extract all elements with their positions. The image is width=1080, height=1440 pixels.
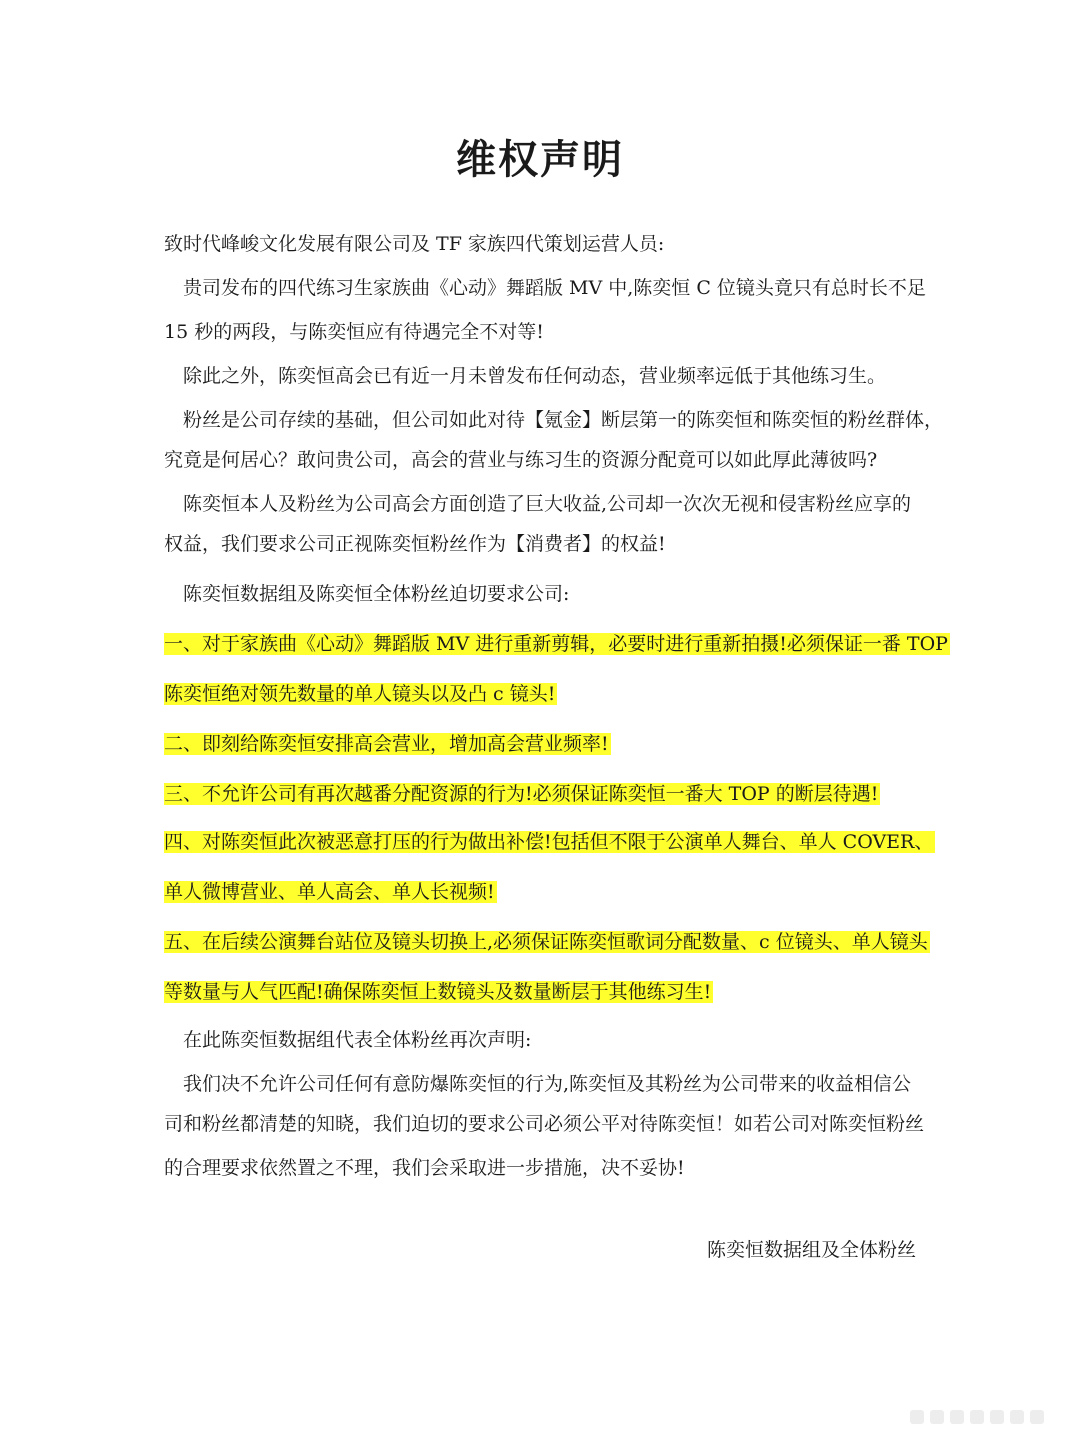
demand-highlight: 一、对于家族曲《心动》舞蹈版 MV 进行重新剪辑，必要时进行重新拍摄!必须保证一番 TOP: [164, 633, 948, 655]
demand-highlight: 五、在后续公演舞台站位及镜头切换上,必须保证陈奕恒歌词分配数量、c 位镜头、单人镜头: [164, 931, 928, 953]
demand-line: [164, 974, 713, 1010]
watermark: [910, 1406, 1060, 1428]
demand-line: [164, 824, 935, 860]
demand-highlight: 等数量与人气匹配!确保陈奕恒上数镜头及数量断层于其他练习生!: [164, 981, 712, 1003]
paragraph-line: 陈奕恒本人及粉丝为公司高会方面创造了巨大收益,公司却一次次无视和侵害粉丝应享的: [183, 493, 912, 515]
paragraph-line: 究竟是何居心？敢问贵公司，高会的营业与练习生的资源分配竟可以如此厚此薄彼吗?: [164, 449, 878, 471]
demand-highlight: 单人微博营业、单人高会、单人长视频!: [164, 881, 495, 903]
salutation: 致时代峰峻文化发展有限公司及 TF 家族四代策划运营人员:: [164, 233, 665, 255]
paragraph-line: 权益，我们要求公司正视陈奕恒粉丝作为【消费者】的权益!: [164, 533, 666, 555]
paragraph-line: 15 秒的两段，与陈奕恒应有待遇完全不对等!: [164, 321, 544, 343]
demand-line: [164, 776, 880, 812]
demand-highlight: 二、即刻给陈奕恒安排高会营业，增加高会营业频率!: [164, 733, 609, 755]
signature: 陈奕恒数据组及全体粉丝: [706, 1239, 916, 1261]
document-title: 维权声明: [456, 137, 624, 183]
demand-highlight: 四、对陈奕恒此次被恶意打压的行为做出补偿!包括但不限于公演单人舞台、单人 COVER、: [164, 831, 934, 853]
demand-line: [164, 726, 611, 762]
closing-line: 的合理要求依然置之不理，我们会采取进一步措施，决不妥协!: [164, 1157, 685, 1179]
demand-highlight: 三、不允许公司有再次越番分配资源的行为!必须保证陈奕恒一番大 TOP 的断层待遇!: [164, 783, 879, 805]
demand-line: [164, 626, 950, 662]
demand-line: [164, 874, 497, 910]
paragraph-line: 除此之外，陈奕恒高会已有近一月未曾发布任何动态，营业频率远低于其他练习生。: [183, 365, 887, 387]
demand-highlight: 陈奕恒绝对领先数量的单人镜头以及凸 c 镜头!: [164, 683, 556, 705]
closing-line: 在此陈奕恒数据组代表全体粉丝再次声明:: [183, 1029, 532, 1051]
paragraph-line: 陈奕恒数据组及陈奕恒全体粉丝迫切要求公司:: [183, 583, 570, 605]
demand-line: [164, 676, 557, 712]
closing-line: 司和粉丝都清楚的知晓，我们迫切的要求公司必须公平对待陈奕恒！如若公司对陈奕恒粉丝: [164, 1113, 925, 1135]
paragraph-line: 粉丝是公司存续的基础，但公司如此对待【氪金】断层第一的陈奕恒和陈奕恒的粉丝群体，: [183, 409, 944, 431]
paragraph-line: 贵司发布的四代练习生家族曲《心动》舞蹈版 MV 中,陈奕恒 C 位镜头竟只有总时长不足: [183, 277, 926, 299]
demand-line: [164, 924, 930, 960]
closing-line: 我们决不允许公司任何有意防爆陈奕恒的行为,陈奕恒及其粉丝为公司带来的收益相信公: [183, 1073, 912, 1095]
